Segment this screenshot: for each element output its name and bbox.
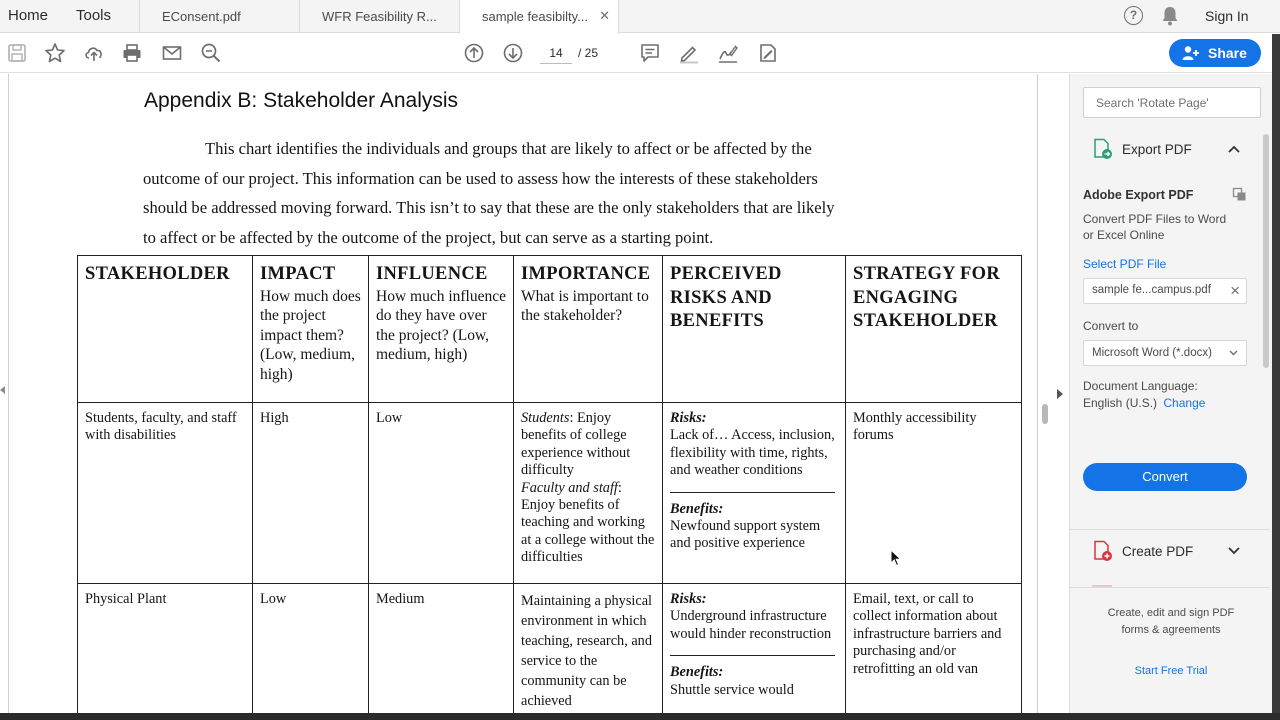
save-icon[interactable] — [6, 42, 28, 64]
email-icon[interactable] — [161, 42, 183, 64]
header-title: PERCEIVED RISKS AND BENEFITS — [670, 264, 782, 332]
panel-divider — [1070, 529, 1270, 530]
prev-page-icon[interactable] — [463, 42, 485, 64]
document-scrollbar-thumb[interactable] — [1042, 404, 1048, 424]
document-language-row — [1083, 395, 1205, 411]
convert-to-label: Convert to — [1083, 319, 1139, 333]
risks-text: Lack of… Access, inclusion, flexibility with time, rights, and weather conditions — [670, 427, 835, 479]
taskbar-edge-strip — [0, 713, 1280, 720]
window-edge-strip — [1272, 34, 1280, 720]
header-title: IMPACT — [260, 264, 336, 284]
header-cell — [663, 256, 846, 403]
description-line: Convert PDF Files to Word — [1083, 212, 1227, 226]
intro-line: This chart identifies the individuals and groups that are likely to affect or be affected by the — [205, 139, 812, 158]
close-tab-icon[interactable]: ✕ — [599, 8, 610, 23]
share-button-label: Share — [1208, 45, 1247, 61]
export-pdf-label[interactable]: Export PDF — [1122, 142, 1192, 157]
fill-sign-icon[interactable] — [756, 42, 778, 64]
stakeholder-table — [77, 255, 1022, 720]
header-title: STAKEHOLDER — [85, 264, 230, 284]
importance-text: : Enjoy benefits of college experience without difficulty — [521, 410, 631, 479]
header-subtitle: How much influence do they have over the project? (Low, medium, high) — [376, 287, 506, 364]
intro-line: to affect or be affected by the outcome of the project, but can serve as a starting point. — [143, 227, 714, 247]
stakeholder-cell: Students, faculty, and staff with disabilities — [78, 403, 253, 584]
document-tab-label: EConsent.pdf — [162, 9, 241, 24]
collapse-right-panel-icon[interactable] — [1057, 389, 1063, 399]
panel-divider — [1070, 587, 1270, 588]
risks-text: Underground infrastructure would hinder reconstruction — [670, 608, 832, 642]
intro-line: should be addressed moving forward. This isn’t to say that these are the only stakeholders that are likely — [143, 198, 835, 218]
importance-cell — [514, 403, 663, 584]
add-user-icon — [1182, 45, 1200, 61]
page-number-input[interactable]: 14 — [540, 42, 572, 64]
collapse-left-panel-icon[interactable] — [0, 386, 5, 394]
document-tab-label: WFR Feasibility R... — [322, 9, 437, 24]
influence-cell: Medium — [369, 584, 514, 720]
importance-label: Faculty and staff — [521, 479, 618, 496]
page-total-label: / 25 — [578, 46, 599, 60]
convert-format-dropdown[interactable] — [1083, 340, 1247, 366]
selected-file-name: sample fe...campus.pdf — [1092, 284, 1211, 296]
header-cell — [78, 256, 253, 403]
next-page-icon[interactable] — [502, 42, 524, 64]
intro-paragraph — [143, 134, 933, 252]
upload-icon[interactable] — [83, 42, 105, 64]
change-language-link[interactable]: Change — [1163, 396, 1206, 410]
mouse-cursor-icon — [890, 549, 902, 567]
header-subtitle: What is important to the stakeholder? — [521, 287, 649, 325]
header-cell — [369, 256, 514, 403]
risk-benefit-divider — [670, 655, 835, 656]
risks-benefits-cell — [663, 403, 846, 584]
strategy-cell: Email, text, or call to collect information about infrastructure barriers and purchasing and/or retrofitting an old van — [846, 584, 1022, 720]
panel-scrollbar-thumb[interactable] — [1263, 134, 1269, 368]
description-line: or Excel Online — [1083, 228, 1165, 242]
share-button[interactable] — [1169, 39, 1261, 67]
notifications-bell-icon[interactable] — [1160, 5, 1180, 27]
help-icon[interactable]: ? — [1124, 6, 1143, 25]
highlight-pen-icon[interactable] — [678, 42, 700, 64]
header-title: INFLUENCE — [376, 264, 488, 284]
risks-label: Risks: — [670, 410, 707, 426]
create-pdf-icon — [1092, 540, 1114, 562]
header-cell — [253, 256, 369, 403]
importance-cell: Maintaining a physical environment in which teaching, research, and service to the community can be achieved — [514, 584, 663, 720]
benefits-text: Newfound support system and positive experience — [670, 518, 821, 552]
benefits-label: Benefits: — [670, 500, 724, 517]
strategy-cell: Monthly accessibility forums — [846, 403, 1022, 584]
convert-format-value: Microsoft Word (*.docx) — [1092, 347, 1212, 359]
header-title: STRATEGY FOR ENGAGING STAKEHOLDER — [853, 264, 1000, 332]
document-heading: Appendix B: Stakeholder Analysis — [144, 89, 459, 112]
home-tab[interactable]: Home — [8, 7, 49, 24]
sign-icon[interactable] — [717, 42, 739, 64]
tools-tab[interactable]: Tools — [76, 7, 112, 24]
convert-button[interactable]: Convert — [1083, 463, 1247, 491]
header-cell — [514, 256, 663, 403]
promo-line: forms & agreements — [1121, 624, 1221, 636]
table-header-row — [78, 256, 1022, 403]
header-title: IMPORTANCE — [521, 264, 651, 284]
sign-in-link[interactable]: Sign In — [1205, 8, 1249, 24]
risks-label: Risks: — [670, 591, 707, 607]
chevron-down-icon[interactable] — [1228, 547, 1240, 555]
table-row — [78, 403, 1022, 584]
risks-benefits-cell — [663, 584, 846, 720]
importance-label: Students — [521, 410, 570, 426]
top-tab-bar — [0, 0, 1280, 33]
influence-cell: Low — [369, 403, 514, 584]
adobe-export-heading: Adobe Export PDF — [1083, 188, 1194, 202]
stakeholder-cell: Physical Plant — [78, 584, 253, 720]
zoom-search-icon[interactable] — [200, 42, 222, 64]
document-language-label: Document Language: — [1083, 379, 1198, 393]
comment-icon[interactable] — [639, 42, 661, 64]
copy-icon[interactable] — [1232, 187, 1247, 202]
promo-text — [1083, 605, 1259, 639]
adobe-export-description — [1083, 211, 1226, 243]
document-tab-econsent[interactable] — [139, 0, 299, 33]
main-toolbar — [0, 34, 1280, 73]
promo-line: Create, edit and sign PDF — [1107, 607, 1235, 619]
document-tab-label: sample feasibilty... — [482, 9, 588, 24]
chevron-down-icon — [1229, 350, 1238, 356]
tool-search-input[interactable]: Search 'Rotate Page' — [1083, 87, 1261, 118]
clear-file-icon[interactable]: × — [1230, 281, 1240, 300]
selected-file-field[interactable] — [1083, 278, 1247, 304]
bookmark-star-icon[interactable] — [44, 42, 66, 64]
document-language-value: English (U.S.) — [1083, 396, 1158, 410]
page-right-edge — [1037, 74, 1038, 720]
table-row — [78, 584, 1022, 720]
page-left-edge — [8, 74, 9, 720]
print-icon[interactable] — [121, 42, 143, 64]
document-tab-sample-active[interactable] — [459, 0, 619, 34]
select-pdf-file-link[interactable]: Select PDF File — [1083, 257, 1167, 271]
document-tab-wfr[interactable] — [299, 0, 459, 33]
impact-cell: Low — [253, 584, 369, 720]
impact-cell: High — [253, 403, 369, 584]
header-subtitle: How much does the project impact them? (Low, medium, high) — [260, 287, 361, 383]
importance-text: : Enjoy benefits of teaching and working at a college without the difficulties — [521, 479, 655, 566]
benefits-text: Shuttle service would — [670, 681, 794, 698]
benefits-label: Benefits: — [670, 664, 724, 681]
header-cell — [846, 256, 1022, 403]
start-free-trial-link[interactable]: Start Free Trial — [1134, 665, 1208, 677]
risk-benefit-divider — [670, 492, 835, 493]
create-pdf-label[interactable]: Create PDF — [1122, 544, 1194, 559]
chevron-up-icon[interactable] — [1228, 145, 1240, 153]
export-pdf-icon — [1092, 138, 1114, 160]
intro-line: outcome of our project. This information can be used to assess how the interests of these stakeholders — [143, 168, 818, 188]
